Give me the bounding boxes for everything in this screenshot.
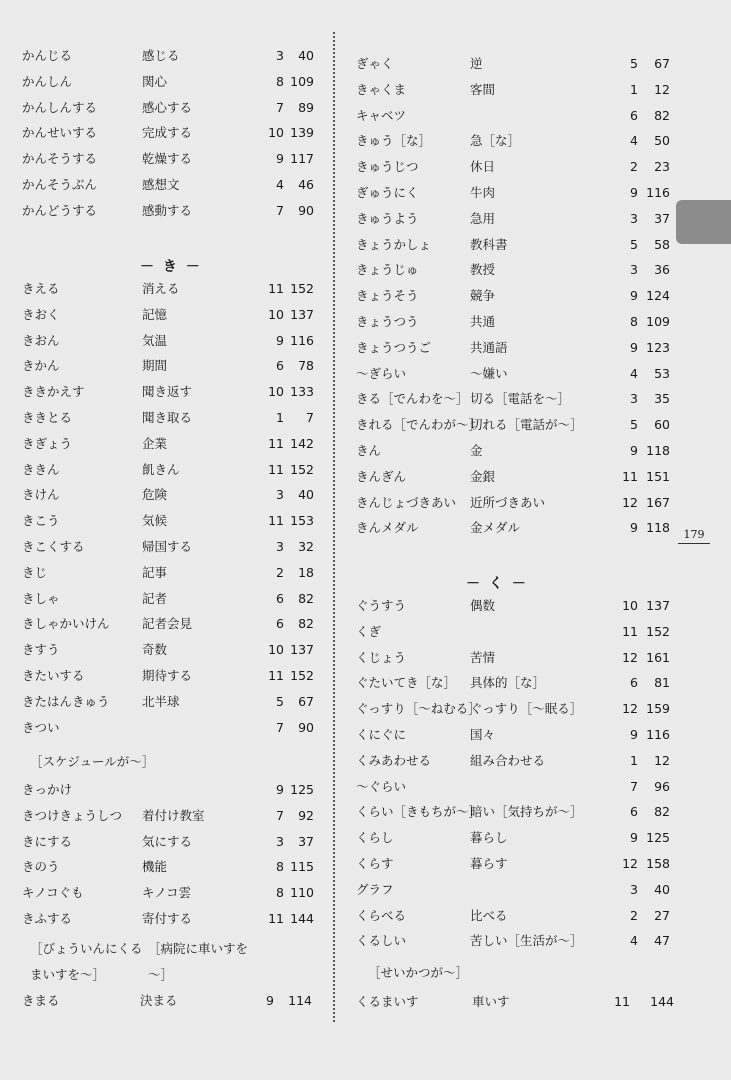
entry-page-number: 124 (646, 288, 670, 304)
entry-kanji: 暗い［気持ちが～］ (470, 804, 583, 820)
entry-kanji: 気にする (142, 833, 193, 849)
entry-reading: くらし (356, 830, 394, 846)
entry-lesson-number: 9 (630, 288, 638, 304)
entry-kanji: 乾燥する (142, 151, 193, 167)
entry-page-number: 117 (290, 151, 314, 167)
entry-kanji: 記者 (142, 590, 168, 606)
entry-reading: きぎょう (22, 435, 73, 451)
entry-page-number: 118 (646, 520, 670, 536)
entry-lesson-number: 9 (276, 782, 284, 797)
entry-reading: ぐたいてき［な］ (356, 675, 457, 691)
entry-reading: キノコぐも (22, 885, 84, 901)
entry-lesson-number: 7 (630, 778, 638, 794)
entry-reading: きけん (22, 487, 60, 503)
entry-reading: きゅうよう (356, 210, 419, 226)
entry-page-number: 82 (654, 804, 670, 820)
entry-reading: きえる (22, 281, 60, 296)
entry-page-number: 60 (654, 417, 670, 433)
entry-page-number: 27 (654, 907, 670, 923)
entry-lesson-number: 10 (268, 125, 284, 141)
entry-reading: きゅうじつ (356, 159, 419, 175)
entry-page-number: 40 (298, 48, 314, 63)
entry-reading: きのう (22, 859, 60, 875)
entry-reading: ぎゃく (356, 56, 394, 71)
entry-reading: きんメダル (356, 520, 419, 536)
entry-page-number: 82 (298, 590, 314, 606)
entry-lesson-number: 5 (630, 56, 638, 71)
entry-page-number: 12 (654, 752, 670, 768)
entry-page-number: 123 (646, 339, 670, 355)
entry-lesson-number: 6 (276, 590, 284, 606)
entry-lesson-number: 7 (276, 719, 284, 735)
entry-lesson-number: 8 (276, 885, 284, 901)
entry-page-number: 67 (654, 56, 670, 71)
entry-reading: きたいする (22, 668, 85, 683)
entry-kanji: 飢きん (142, 461, 180, 477)
entry-lesson-number: 11 (268, 513, 284, 529)
entry-kanji: 決まる (140, 993, 178, 1008)
entry-kanji: 聞き取る (142, 410, 193, 425)
entry-kanji: 金メダル (470, 520, 521, 536)
entry-reading: きつい (22, 719, 60, 735)
entry-page-number: 152 (290, 461, 314, 477)
entry-reading: きしゃ (22, 590, 60, 606)
entry-kanji: 教授 (470, 262, 496, 278)
entry-kanji: 感じる (142, 48, 180, 63)
entry-page-number: 139 (290, 125, 314, 141)
entry-kanji: 暮らし (470, 830, 508, 846)
entry-page-number: 46 (298, 177, 314, 192)
entry-page-number: 32 (298, 539, 314, 554)
entry-page-number: 47 (654, 933, 670, 949)
entry-reading: きん (356, 443, 382, 458)
entry-reading: かんしんする (22, 99, 98, 115)
entry-kanji: 消える (142, 281, 180, 296)
entry-reading: きおん (22, 332, 60, 348)
entry-page-number: 137 (290, 642, 314, 658)
entry-kanji: キノコ雲 (142, 885, 192, 901)
entry-lesson-number: 11 (268, 435, 284, 451)
entry-page-number: 116 (646, 727, 670, 742)
entry-note: ［スケジュールが～］ (30, 754, 155, 769)
entry-kanji: 感動する (142, 202, 193, 218)
entry-lesson-number: 3 (630, 391, 638, 407)
entry-reading: きにする (22, 833, 73, 849)
entry-lesson-number: 4 (630, 933, 638, 949)
entry-reading: きょうかしょ (356, 236, 432, 252)
entry-kanji: 感心する (142, 99, 193, 115)
entry-reading: かんどうする (22, 202, 98, 218)
entry-page-number: 81 (654, 675, 670, 691)
entry-kanji: 気温 (142, 332, 168, 348)
entry-page-number: 35 (654, 391, 670, 407)
entry-reading: きる［でんわを～］ (356, 391, 469, 407)
entry-page-number: 137 (646, 598, 670, 613)
entry-lesson-number: 11 (622, 623, 638, 639)
entry-lesson-number: 6 (630, 107, 638, 123)
entry-kanji: 寄付する (142, 911, 193, 926)
entry-kanji: 切れる［電話が～］ (470, 417, 583, 433)
entry-kanji: 急用 (470, 210, 496, 226)
entry-page-number: 7 (306, 410, 314, 425)
entry-page-number: 161 (646, 649, 670, 665)
entry-kanji: 帰国する (142, 539, 193, 554)
entry-lesson-number: 6 (630, 804, 638, 820)
entry-kanji: 関心 (142, 73, 168, 89)
entry-lesson-number: 9 (630, 727, 638, 742)
entry-lesson-number: 7 (276, 807, 284, 823)
entry-reading: きたはんきゅう (22, 693, 110, 709)
entry-kanji: 北半球 (142, 693, 180, 709)
entry-kanji: 記者会見 (142, 616, 193, 632)
entry-kanji: 逆 (470, 56, 483, 71)
entry-page-number: 151 (646, 468, 670, 484)
entry-reading: くじょう (356, 649, 407, 665)
entry-page-number: 158 (646, 856, 670, 871)
entry-reading: きゅう［な］ (356, 133, 432, 149)
entry-reading: ぐうすう (356, 598, 407, 613)
entry-page-number: 167 (646, 494, 670, 510)
entry-lesson-number: 4 (276, 177, 284, 192)
entry-lesson-number: 3 (630, 881, 638, 897)
entry-page-number: 36 (654, 262, 670, 278)
entry-kanji: 期待する (142, 668, 193, 683)
entry-page-number: 116 (290, 332, 314, 348)
entry-reading: きれる［でんわが～］ (356, 417, 482, 433)
entry-reading: ききかえす (22, 384, 85, 400)
entry-page-number: 82 (654, 107, 670, 123)
entry-kanji: 牛肉 (470, 185, 496, 200)
entry-lesson-number: 3 (276, 833, 284, 849)
section-header-ku: － く － (466, 576, 528, 592)
entry-reading: きゃくま (356, 81, 407, 97)
entry-reading: かんじる (22, 48, 73, 63)
entry-page-number: 153 (290, 513, 314, 529)
entry-kanji: 具体的［な］ (470, 675, 546, 691)
entry-kanji: 国々 (470, 727, 496, 742)
entry-reading: きょうじゅ (356, 262, 419, 278)
entry-kanji: 切る［電話を～］ (470, 391, 571, 407)
entry-page-number: 18 (298, 564, 314, 580)
entry-lesson-number: 7 (276, 202, 284, 218)
entry-reading: きんぎん (356, 468, 407, 484)
entry-reading: ～ぐらい (356, 778, 407, 794)
entry-reading: かんしん (22, 73, 73, 89)
entry-kanji: 着付け教室 (142, 807, 205, 823)
entry-lesson-number: 10 (622, 598, 638, 613)
entry-note: ～］ (148, 967, 174, 982)
entry-page-number: 114 (288, 993, 312, 1008)
entry-lesson-number: 9 (630, 520, 638, 536)
entry-page-number: 40 (654, 881, 670, 897)
entry-page-number: 110 (290, 885, 314, 901)
entry-lesson-number: 2 (630, 159, 638, 175)
entry-page-number: 133 (290, 384, 314, 400)
entry-page-number: 144 (650, 994, 674, 1009)
entry-reading: かんそうぶん (22, 177, 98, 192)
entry-reading: きまる (22, 993, 60, 1008)
entry-reading: かんせいする (22, 125, 98, 141)
entry-lesson-number: 1 (630, 81, 638, 97)
entry-kanji: 急［な］ (470, 133, 521, 149)
entry-reading: きしゃかいけん (22, 616, 110, 632)
entry-lesson-number: 2 (276, 564, 284, 580)
entry-reading: きょうつうご (356, 339, 432, 355)
entry-kanji: 暮らす (470, 856, 508, 871)
entry-lesson-number: 12 (622, 649, 638, 665)
entry-reading: きすう (22, 642, 60, 658)
entry-page-number: 137 (290, 306, 314, 322)
entry-lesson-number: 5 (630, 236, 638, 252)
entry-kanji: 記憶 (142, 306, 168, 322)
entry-lesson-number: 3 (276, 48, 284, 63)
entry-reading: くるしい (356, 933, 407, 949)
entry-kanji: ぐっすり［～眠る］ (470, 701, 583, 717)
entry-page-number: 50 (654, 133, 670, 149)
entry-lesson-number: 1 (630, 752, 638, 768)
entry-reading: ききん (22, 461, 60, 477)
entry-kanji: 共通語 (470, 339, 508, 355)
entry-page-number: 152 (290, 668, 314, 683)
entry-kanji: 偶数 (470, 598, 496, 613)
entry-reading: くらべる (356, 907, 407, 923)
entry-page-number: 37 (298, 833, 314, 849)
entry-lesson-number: 12 (622, 856, 638, 871)
entry-page-number: 90 (298, 202, 314, 218)
entry-reading: くみあわせる (356, 752, 432, 768)
entry-page-number: 37 (654, 210, 670, 226)
entry-reading: きょうつう (356, 314, 419, 329)
entry-note: ［病院に車いすを (148, 941, 249, 956)
entry-reading: くるまいす (356, 994, 419, 1009)
entry-page-number: 92 (298, 807, 314, 823)
entry-lesson-number: 10 (268, 306, 284, 322)
entry-lesson-number: 5 (630, 417, 638, 433)
entry-kanji: 車いす (472, 994, 510, 1009)
entry-lesson-number: 6 (630, 675, 638, 691)
entry-page-number: 109 (290, 73, 314, 89)
entry-kanji: 奇数 (142, 642, 168, 658)
entry-lesson-number: 8 (276, 859, 284, 875)
entry-page-number: 144 (290, 911, 314, 926)
entry-lesson-number: 10 (268, 642, 284, 658)
entry-lesson-number: 5 (276, 693, 284, 709)
entry-lesson-number: 4 (630, 365, 638, 381)
entry-reading: きかん (22, 358, 60, 374)
entry-page-number: 40 (298, 487, 314, 503)
entry-reading: くにぐに (356, 727, 407, 742)
entry-reading: きこくする (22, 539, 85, 554)
entry-kanji: 共通 (470, 314, 496, 329)
entry-page-number: 78 (298, 358, 314, 374)
entry-page-number: 58 (654, 236, 670, 252)
entry-note: ［びょういんにくる (30, 941, 143, 956)
entry-kanji: 企業 (142, 435, 168, 451)
entry-page-number: 152 (290, 281, 314, 296)
entry-lesson-number: 2 (630, 907, 638, 923)
entry-lesson-number: 9 (276, 332, 284, 348)
page-number: 179 (678, 528, 710, 544)
entry-reading: きっかけ (22, 782, 73, 797)
entry-lesson-number: 9 (630, 443, 638, 458)
entry-lesson-number: 11 (268, 281, 284, 296)
entry-lesson-number: 3 (630, 210, 638, 226)
entry-lesson-number: 11 (268, 911, 284, 926)
entry-page-number: 12 (654, 81, 670, 97)
entry-note: ［せいかつが～］ (368, 965, 469, 980)
entry-reading: キャベツ (356, 107, 407, 123)
entry-lesson-number: 11 (614, 994, 630, 1009)
entry-reading: くらす (356, 856, 394, 871)
entry-lesson-number: 9 (630, 339, 638, 355)
entry-kanji: ～嫌い (470, 365, 508, 381)
entry-kanji: 金 (470, 443, 483, 458)
entry-kanji: 組み合わせる (470, 752, 546, 768)
entry-page-number: 96 (654, 778, 670, 794)
entry-lesson-number: 8 (630, 314, 638, 329)
entry-lesson-number: 9 (630, 830, 638, 846)
entry-lesson-number: 9 (276, 151, 284, 167)
entry-reading: ～ぎらい (356, 365, 407, 381)
entry-lesson-number: 9 (266, 993, 274, 1008)
entry-kanji: 教科書 (470, 236, 508, 252)
entry-reading: きつけきょうしつ (22, 807, 123, 823)
entry-lesson-number: 3 (276, 487, 284, 503)
entry-lesson-number: 10 (268, 384, 284, 400)
entry-reading: ききとる (22, 410, 73, 425)
entry-reading: くぎ (356, 623, 382, 639)
entry-lesson-number: 12 (622, 494, 638, 510)
entry-lesson-number: 3 (630, 262, 638, 278)
entry-lesson-number: 1 (276, 410, 284, 425)
entry-page-number: 53 (654, 365, 670, 381)
entry-page-number: 142 (290, 435, 314, 451)
entry-reading: ぎゅうにく (356, 185, 419, 200)
entry-kanji: 競争 (470, 288, 496, 304)
entry-page-number: 118 (646, 443, 670, 458)
entry-reading: きふする (22, 911, 73, 926)
column-divider (333, 32, 335, 1022)
entry-page-number: 152 (646, 623, 670, 639)
entry-page-number: 125 (290, 782, 314, 797)
entry-lesson-number: 8 (276, 73, 284, 89)
entry-kanji: 休日 (470, 159, 496, 175)
entry-kanji: 機能 (142, 859, 168, 875)
entry-page-number: 67 (298, 693, 314, 709)
entry-lesson-number: 6 (276, 616, 284, 632)
entry-lesson-number: 11 (268, 668, 284, 683)
entry-page-number: 23 (654, 159, 670, 175)
entry-page-number: 82 (298, 616, 314, 632)
entry-lesson-number: 4 (630, 133, 638, 149)
entry-reading: きこう (22, 513, 60, 529)
entry-reading: きんじょづきあい (356, 494, 457, 510)
entry-lesson-number: 7 (276, 99, 284, 115)
entry-kanji: 感想文 (142, 177, 180, 192)
entry-lesson-number: 3 (276, 539, 284, 554)
entry-page-number: 115 (290, 859, 314, 875)
entry-kanji: 気候 (142, 513, 168, 529)
entry-page-number: 89 (298, 99, 314, 115)
entry-page-number: 116 (646, 185, 670, 200)
entry-kanji: 近所づきあい (470, 494, 546, 510)
entry-lesson-number: 9 (630, 185, 638, 200)
entry-reading: くらい［きもちが～］ (356, 804, 482, 820)
entry-reading: ぐっすり［～ねむる］ (356, 701, 481, 717)
entry-kanji: 苦情 (470, 649, 496, 665)
thumb-index-tab (676, 200, 731, 244)
entry-kanji: 金銀 (470, 468, 496, 484)
entry-kanji: 記事 (142, 564, 168, 580)
entry-kanji: 苦しい［生活が～］ (470, 933, 583, 949)
entry-kanji: 期間 (142, 358, 168, 374)
entry-page-number: 159 (646, 701, 670, 717)
entry-reading: きじ (22, 564, 48, 580)
entry-note: まいすを～］ (30, 967, 106, 982)
entry-kanji: 危険 (142, 487, 168, 503)
entry-kanji: 客間 (470, 81, 496, 97)
entry-kanji: 完成する (142, 125, 193, 141)
entry-lesson-number: 11 (622, 468, 638, 484)
entry-lesson-number: 12 (622, 701, 638, 717)
entry-page-number: 90 (298, 719, 314, 735)
entry-page-number: 109 (646, 314, 670, 329)
entry-page-number: 125 (646, 830, 670, 846)
entry-reading: きおく (22, 306, 60, 322)
entry-kanji: 比べる (470, 907, 508, 923)
entry-reading: グラフ (356, 881, 394, 897)
entry-lesson-number: 6 (276, 358, 284, 374)
entry-lesson-number: 11 (268, 461, 284, 477)
entry-kanji: 聞き返す (142, 384, 193, 400)
entry-reading: かんそうする (22, 151, 98, 167)
section-header-ki: － き － (140, 259, 202, 275)
entry-reading: きょうそう (356, 288, 419, 304)
